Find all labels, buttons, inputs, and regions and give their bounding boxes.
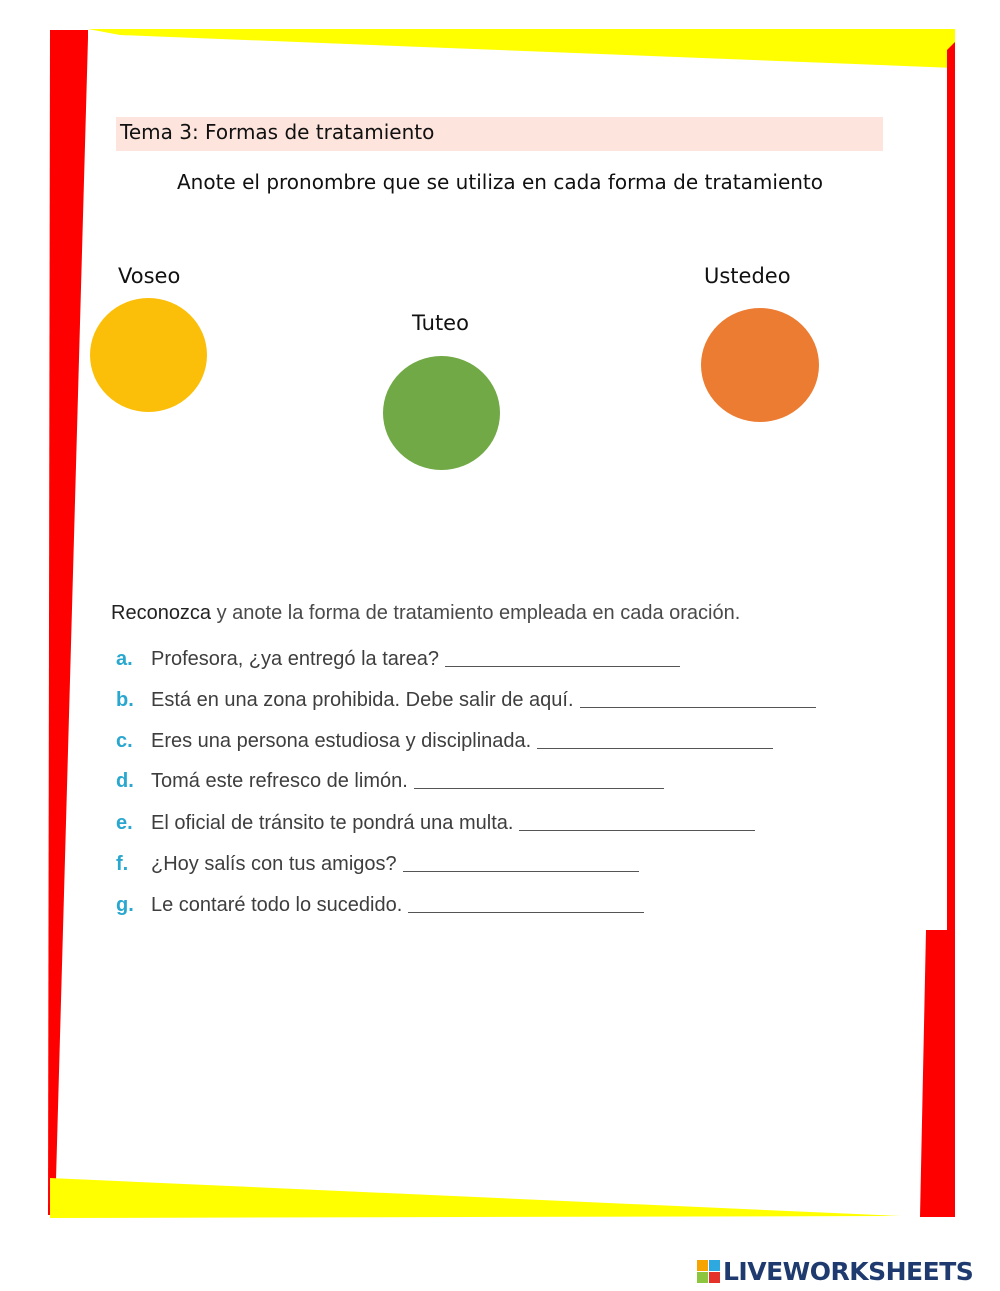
answer-line[interactable] — [408, 911, 644, 913]
logo-squares-icon — [697, 1260, 720, 1283]
answer-line[interactable] — [414, 787, 664, 789]
voseo-circle[interactable] — [90, 298, 207, 412]
item-letter: b. — [116, 689, 134, 711]
answer-line[interactable] — [445, 665, 680, 667]
bottom-yellow-stripe — [50, 1178, 900, 1218]
instruction-text: Anote el pronombre que se utiliza en cada forma de tratamiento — [177, 170, 823, 194]
list-item — [116, 765, 664, 793]
ustedeo-circle[interactable] — [701, 308, 819, 422]
logo-text: LIVEWORKSHEETS — [723, 1256, 974, 1286]
exercise-intro-rest: y anote la forma de tratamiento empleada en cada oración. — [211, 602, 741, 624]
list-item — [116, 643, 680, 671]
item-text: Le contaré todo lo sucedido. — [151, 894, 403, 916]
list-item — [116, 725, 773, 753]
item-letter: e. — [116, 812, 133, 834]
item-letter: f. — [116, 853, 129, 875]
answer-line[interactable] — [403, 870, 639, 872]
item-letter: a. — [116, 648, 133, 670]
ustedeo-label: Ustedeo — [704, 264, 791, 288]
liveworksheets-logo — [697, 1254, 973, 1288]
answer-line[interactable] — [519, 829, 755, 831]
left-red-stripe — [48, 30, 88, 1215]
exercise-intro-bold: Reconozca — [111, 602, 212, 624]
page-title: Tema 3: Formas de tratamiento — [120, 120, 435, 144]
item-text: Profesora, ¿ya entregó la tarea? — [151, 648, 439, 670]
list-item — [116, 684, 816, 712]
tuteo-circle[interactable] — [383, 356, 500, 470]
exercise-intro — [111, 602, 740, 625]
answer-line[interactable] — [537, 747, 773, 749]
item-text: ¿Hoy salís con tus amigos? — [151, 853, 397, 875]
answer-line[interactable] — [580, 706, 816, 708]
list-item — [116, 889, 644, 917]
item-text: Eres una persona estudiosa y disciplinada. — [151, 730, 532, 752]
item-text: El oficial de tránsito te pondrá una multa. — [151, 812, 514, 834]
top-yellow-stripe — [88, 29, 955, 68]
item-text: Está en una zona prohibida. Debe salir de aquí. — [151, 689, 574, 711]
tuteo-label: Tuteo — [412, 311, 469, 335]
voseo-label: Voseo — [118, 264, 181, 288]
list-item — [116, 848, 639, 876]
right-white-notch — [926, 590, 947, 930]
item-letter: c. — [116, 730, 133, 752]
item-letter: d. — [116, 770, 134, 792]
item-letter: g. — [116, 894, 134, 916]
list-item — [116, 807, 755, 835]
item-text: Tomá este refresco de limón. — [151, 770, 408, 792]
